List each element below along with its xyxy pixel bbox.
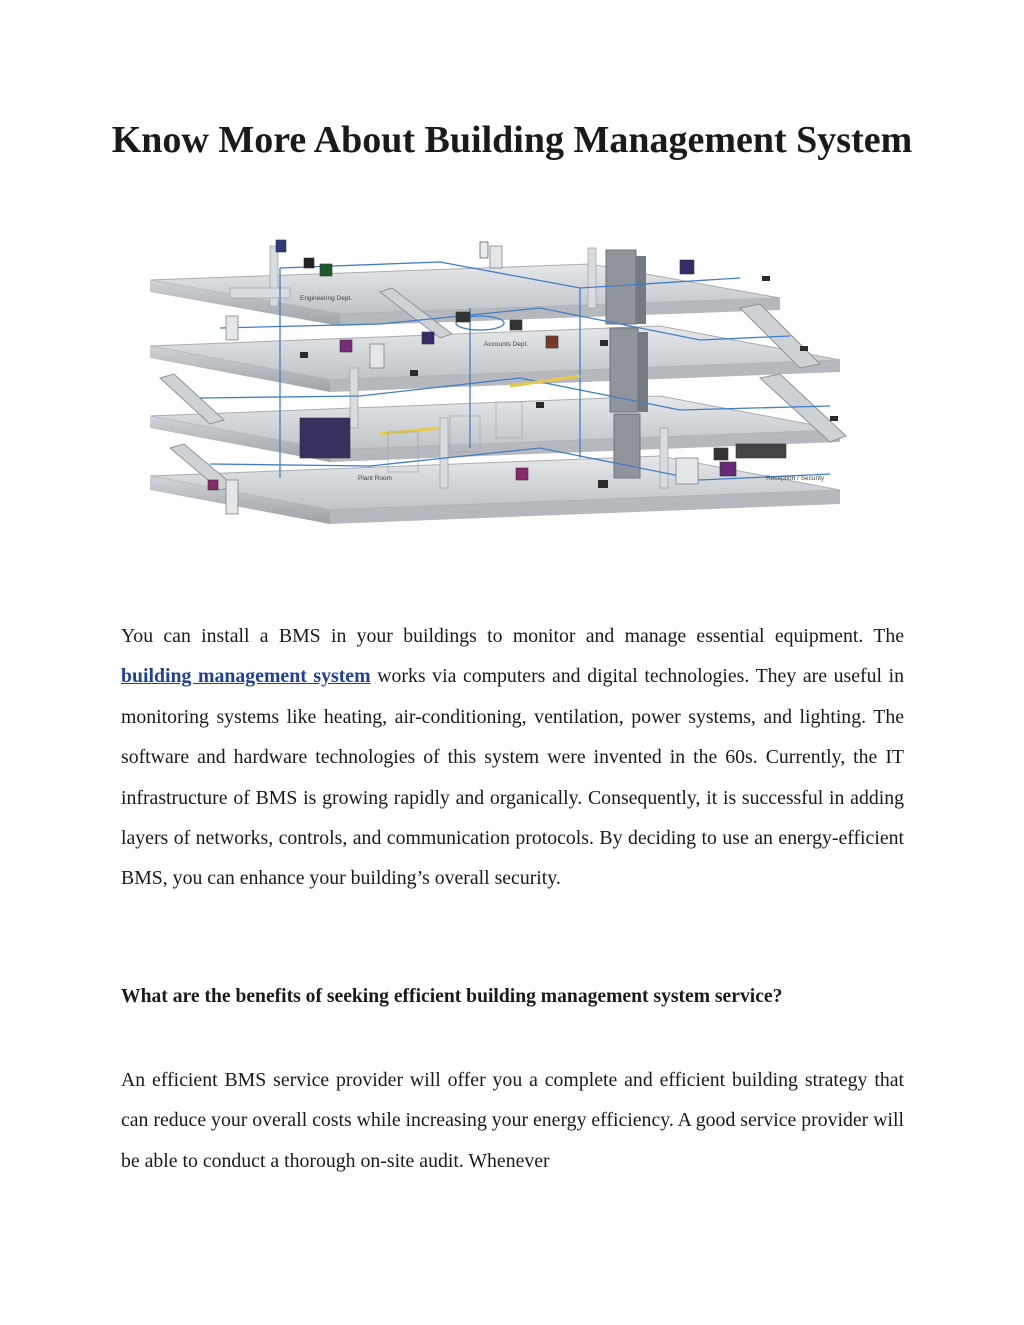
intro-text-after-link: works via computers and digital technologies. They are useful in monitoring systems like heating, air-conditioning, ventilation, power systems, and lighting. The software and hardware technologies of this system were invented in the 60s. Currently, the IT infrastructure of BMS is growing rapidly and organically. Consequently, it is successful in adding layers of networks, controls, and communication protocols. By deciding to use an energy-efficient BMS, you can enhance your building’s overall security. [121, 665, 904, 890]
label-reception-security: Reception / Security [766, 475, 825, 482]
benefits-paragraph: An efficient BMS service provider will offer you a complete and efficient building strategy that can reduce your overall costs while increasing your energy efficiency. A good service provider will be able to conduct a thorough on-site audit. Whenever [121, 1069, 904, 1172]
label-accounts-dept: Accounts Dept. [484, 341, 529, 348]
label-plant-room: Plant Room [358, 475, 392, 482]
intro-paragraph [121, 616, 904, 899]
section-heading: What are the benefits of seeking efficient building management system service? [121, 986, 783, 1007]
document-title: Know More About Building Management System [111, 119, 913, 161]
building-management-system-illustration [140, 228, 860, 580]
intro-text-before-link: You can install a BMS in your buildings to monitor and manage essential equipment. The [121, 625, 904, 647]
label-engineering-dept: Engineering Dept. [300, 295, 353, 302]
floor-slabs [150, 264, 840, 524]
bms-link[interactable]: building management system [121, 665, 371, 688]
